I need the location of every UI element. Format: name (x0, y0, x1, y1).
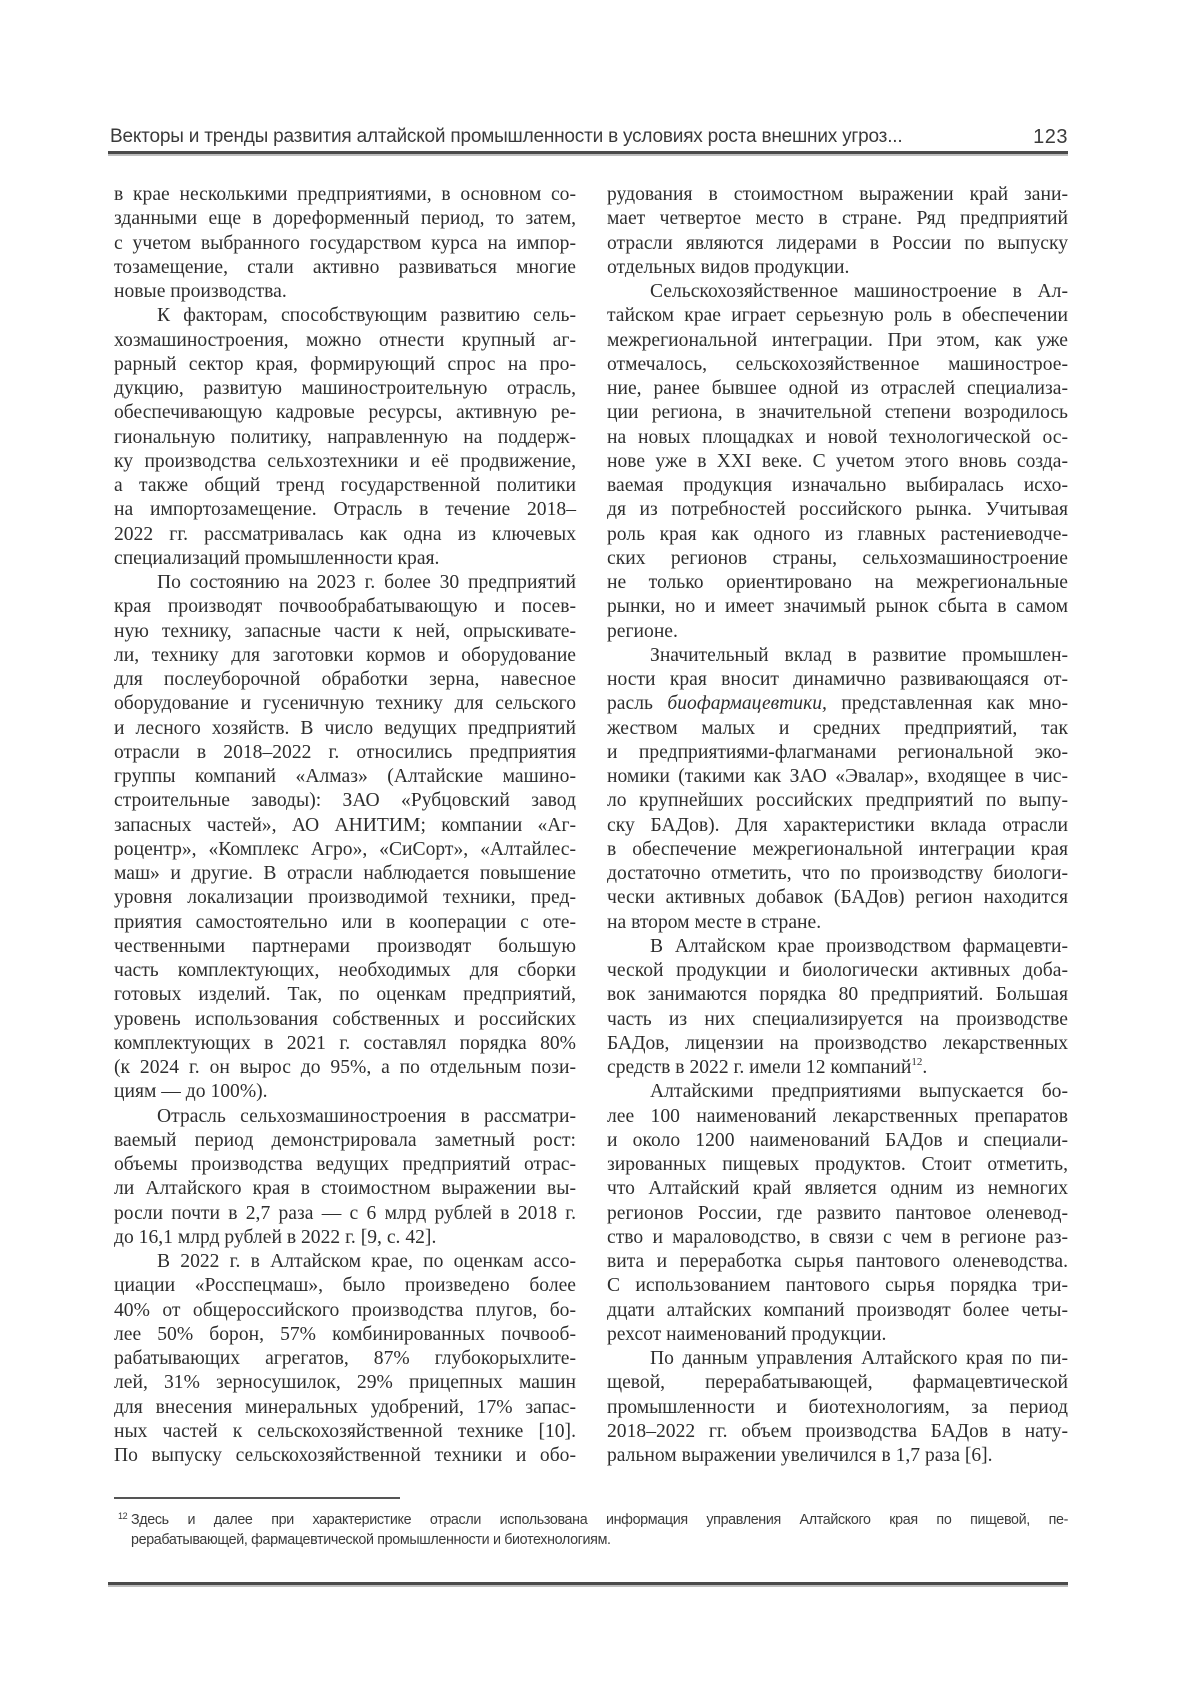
paragraph (607, 280, 1068, 644)
paragraph (114, 183, 576, 304)
text-line: лее 100 наименований лекарственных препаратов (607, 1105, 1068, 1129)
text-line: Отрасль сельхозмашиностроения в рассматри- (114, 1105, 576, 1129)
text-line: рехсот наименований продукции. (607, 1323, 1068, 1347)
text-line: 40% от общероссийского производства плугов, бо- (114, 1299, 576, 1323)
text-line: маш» и другие. В отрасли наблюдается повышение (114, 862, 576, 886)
text-line: группы компаний «Алмаз» (Алтайские машино- (114, 765, 576, 789)
text-line: приятия самостоятельно или в кооперации с оте- (114, 911, 576, 935)
text-line: росли почти в 2,7 раза — с 6 млрд рублей в 2018 г. (114, 1202, 576, 1226)
text-line: рарный сектор края, формирующий спрос на про- (114, 353, 576, 377)
text-line: По данным управления Алтайского края по пи- (607, 1347, 1068, 1371)
paragraph (607, 1347, 1068, 1468)
text-line: уровень использования собственных и российских (114, 1008, 576, 1032)
text-line: и лесного хозяйств. В число ведущих предприятий (114, 717, 576, 741)
text-line: ности края вносит динамично развивающаяся от- (607, 668, 1068, 692)
text-line: С использованием пантового сырья порядка три- (607, 1274, 1068, 1298)
text-line: ских регионов страны, сельхозмашиностроение (607, 547, 1068, 571)
text-line: регионе. (607, 620, 1068, 644)
text-segment: средств в 2022 г. имели 12 компаний (607, 1057, 911, 1078)
text-line: на импортозамещение. Отрасль в течение 2018– (114, 498, 576, 522)
text-line: В 2022 г. в Алтайском крае, по оценкам ассо- (114, 1250, 576, 1274)
text-line: Сельскохозяйственное машиностроение в Ал- (607, 280, 1068, 304)
text-line: лей, 31% зерносушилок, 29% прицепных машин (114, 1371, 576, 1395)
text-line: вита и переработка сырья пантового оленеводства. (607, 1250, 1068, 1274)
paragraph (607, 644, 1068, 935)
text-line: щевой, перерабатывающей, фармацевтической (607, 1371, 1068, 1395)
text-line: ку производства сельхозтехники и её продвижение, (114, 450, 576, 474)
paragraph (607, 183, 1068, 280)
text-line (607, 1056, 1068, 1080)
text-line: с учетом выбранного государством курса на импор- (114, 232, 576, 256)
text-line: лее 50% борон, 57% комбинированных почвооб- (114, 1323, 576, 1347)
text-line: часть из них специализируется на производстве (607, 1008, 1068, 1032)
text-line: дя из потребностей российского рынка. Учитывая (607, 498, 1068, 522)
text-line: в крае несколькими предприятиями, в основном со- (114, 183, 576, 207)
paragraph (114, 1250, 576, 1468)
text-line: ние, ранее бывшее одной из отраслей специализа- (607, 377, 1068, 401)
text-line: объемы производства ведущих предприятий отрас- (114, 1153, 576, 1177)
text-line: ваемая продукция изначально выбиралась исхо- (607, 474, 1068, 498)
running-title: Векторы и тренды развития алтайской промышленности в условиях роста внешних угроз... (110, 126, 902, 148)
right-column (607, 183, 1068, 1468)
text-line: края производят почвообрабатывающую и посев- (114, 595, 576, 619)
text-line: рынки, но и имеет значимый рынок сбыта в самом (607, 595, 1068, 619)
text-line: тайском крае играет серьезную роль в обеспечении (607, 304, 1068, 328)
text-line: межрегиональной интеграции. При этом, как уже (607, 329, 1068, 353)
text-line: готовых изделий. Так, по оценкам предприятий, (114, 983, 576, 1007)
text-line: гиональную политику, направленную на поддерж- (114, 426, 576, 450)
paragraph (607, 1080, 1068, 1347)
text-line: дцати алтайских компаний производят более четы- (607, 1299, 1068, 1323)
text-line: ваемый период демонстрировала заметный рост: (114, 1129, 576, 1153)
text-line: нове уже в XXI веке. С учетом этого вновь созда- (607, 450, 1068, 474)
text-line: уровня локализации производимой техники, пред- (114, 886, 576, 910)
paragraph (114, 304, 576, 571)
text-line: По выпуску сельскохозяйственной техники и обо- (114, 1444, 576, 1468)
text-line: ло крупнейших российских предприятий по выпу- (607, 789, 1068, 813)
text-line: зированных пищевых продуктов. Стоит отметить, (607, 1153, 1068, 1177)
text-line: 2018–2022 гг. объем производства БАДов в нату- (607, 1420, 1068, 1444)
text-line: обеспечивающую кадровые ресурсы, активную ре- (114, 401, 576, 425)
text-line: жеством малых и средних предприятий, так (607, 717, 1068, 741)
paragraph (114, 1105, 576, 1251)
text-line: К факторам, способствующим развитию сель- (114, 304, 576, 328)
text-line: Алтайскими предприятиями выпускается бо- (607, 1080, 1068, 1104)
footnote-reference[interactable]: 12 (911, 1056, 922, 1068)
text-line: 2022 гг. рассматривалась как одна из ключевых (114, 523, 576, 547)
paragraph (607, 935, 1068, 1081)
text-line: для послеуборочной обработки зерна, навесное (114, 668, 576, 692)
header-rule-shadow (108, 154, 1068, 156)
text-line: отдельных видов продукции. (607, 256, 1068, 280)
text-line: промышленности и биотехнологиям, за период (607, 1396, 1068, 1420)
text-line: зданными еще в дореформенный период, то затем, (114, 207, 576, 231)
text-line: По состоянию на 2023 г. более 30 предприятий (114, 571, 576, 595)
text-line: что Алтайский край является одним из немногих (607, 1177, 1068, 1201)
text-line: рудования в стоимостном выражении край зани- (607, 183, 1068, 207)
text-line: отрасли являются лидерами в России по выпуску (607, 232, 1068, 256)
text-line: комплектующих в 2021 г. составлял порядка 80% (114, 1032, 576, 1056)
text-line: запасных частей», АО АНИТИМ; компании «Аг- (114, 814, 576, 838)
text-line: Значительный вклад в развитие промышлен- (607, 644, 1068, 668)
text-line: новые производства. (114, 280, 576, 304)
text-line: отрасли в 2018–2022 г. относились предприятия (114, 741, 576, 765)
text-line: достаточно отметить, что по производству биологи- (607, 862, 1068, 886)
footnote (118, 1511, 1068, 1550)
text-line: циации «Росспецмаш», было произведено более (114, 1274, 576, 1298)
footnote-line: рерабатывающей, фармацевтической промышленности и биотехнологиям. (131, 1531, 1068, 1551)
text-line: ли Алтайского края в стоимостном выражении вы- (114, 1177, 576, 1201)
text-line: ли, технику для заготовки кормов и оборудование (114, 644, 576, 668)
text-line: рабатывающих агрегатов, 87% глубокорыхлите- (114, 1347, 576, 1371)
text-line: дукцию, развитую машиностроительную отрасль, (114, 377, 576, 401)
paragraph (114, 571, 576, 1105)
page-number: 123 (1033, 126, 1068, 149)
text-line: В Алтайском крае производством фармацевти- (607, 935, 1068, 959)
text-line: тозамещение, стали активно развиваться многие (114, 256, 576, 280)
text-line: циям — до 100%). (114, 1080, 576, 1104)
text-line: ческой продукции и биологически активных доба- (607, 959, 1068, 983)
footnote-line: Здесь и далее при характеристике отрасли использована информация управления Алтайского края по пищевой, пе- (131, 1511, 1068, 1531)
text-line (607, 692, 1068, 716)
text-line: хозмашиностроения, можно отнести крупный аг- (114, 329, 576, 353)
text-line: оборудование и гусеничную технику для сельского (114, 692, 576, 716)
text-line: и около 1200 наименований БАДов и специали- (607, 1129, 1068, 1153)
text-line: мает четвертое место в стране. Ряд предприятий (607, 207, 1068, 231)
text-line: не только ориентировано на межрегиональные (607, 571, 1068, 595)
text-line: специализаций промышленности края. (114, 547, 576, 571)
text-line: роль края как одного из главных растениеводче- (607, 523, 1068, 547)
text-segment: . (922, 1057, 927, 1078)
footnote-mark: 12 (118, 1507, 127, 1527)
text-line: чественными партнерами производят большую (114, 935, 576, 959)
text-line: ную технику, запасные части к ней, опрыскивате- (114, 620, 576, 644)
footnote-separator (114, 1497, 400, 1499)
emphasis: биофармацевтики, (667, 693, 827, 714)
text-line: до 16,1 млрд рублей в 2022 г. [9, с. 42]. (114, 1226, 576, 1250)
text-line: отмечалось, сельскохозяйственное машинострое- (607, 353, 1068, 377)
text-line: ции региона, в значительной степени возродилось (607, 401, 1068, 425)
text-line: ральном выражении увеличился в 1,7 раза [6]. (607, 1444, 1068, 1468)
text-line: роцентр», «Комплекс Агро», «СиСорт», «Алтайлес- (114, 838, 576, 862)
footer-rule-shadow (108, 1585, 1068, 1587)
text-line: а также общий тренд государственной политики (114, 474, 576, 498)
text-line: на втором месте в стране. (607, 911, 1068, 935)
text-line: чески активных добавок (БАДов) регион находится (607, 886, 1068, 910)
text-segment: представленная как мно- (827, 693, 1068, 714)
text-line: вок занимаются порядка 80 предприятий. Большая (607, 983, 1068, 1007)
text-line: и предприятиями-флагманами региональной эко- (607, 741, 1068, 765)
left-column (114, 183, 576, 1468)
text-line: строительные заводы): ЗАО «Рубцовский завод (114, 789, 576, 813)
text-line: в обеспечение межрегиональной интеграции края (607, 838, 1068, 862)
text-line: (к 2024 г. он вырос до 95%, а по отдельным пози- (114, 1056, 576, 1080)
text-line: ных частей к сельскохозяйственной технике [10]. (114, 1420, 576, 1444)
text-line: часть комплектующих, необходимых для сборки (114, 959, 576, 983)
text-line: на новых площадках и новой технологической ос- (607, 426, 1068, 450)
text-line: регионов России, где развито пантовое оленевод- (607, 1202, 1068, 1226)
text-segment: расль (607, 693, 667, 714)
text-line: ство и мараловодство, в связи с чем в регионе раз- (607, 1226, 1068, 1250)
text-line: номики (такими как ЗАО «Эвалар», входящее в чис- (607, 765, 1068, 789)
text-line: ску БАДов). Для характеристики вклада отрасли (607, 814, 1068, 838)
running-head (110, 126, 1068, 152)
text-line: для внесения минеральных удобрений, 17% запас- (114, 1396, 576, 1420)
text-line: БАДов, лицензии на производство лекарственных (607, 1032, 1068, 1056)
